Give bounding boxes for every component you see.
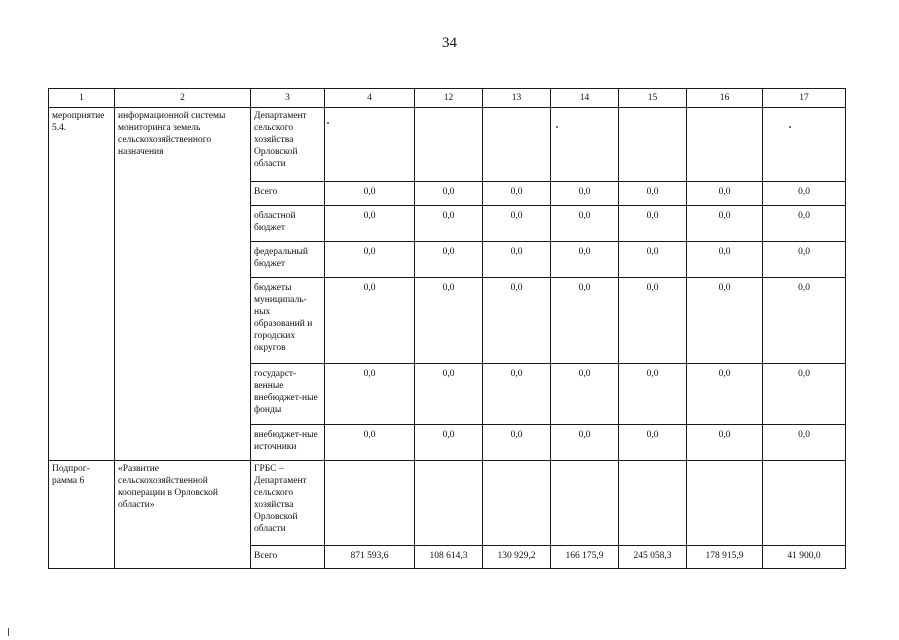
value-cell: 0,0 (687, 182, 763, 206)
executor-cell: Департамент сельского хозяйства Орловской области (251, 108, 325, 182)
scan-speck (327, 122, 329, 124)
header-cell: 3 (251, 89, 325, 108)
value-cell: 0,0 (551, 425, 619, 461)
value-cell: 108 614,3 (415, 546, 483, 569)
budget-table (48, 88, 846, 569)
header-cell: 2 (115, 89, 251, 108)
subprogram-name-cell: «Развитие сельскохозяйственной кооперации в Орловской области» (115, 461, 251, 569)
value-cell: 0,0 (415, 278, 483, 364)
table-header-row (49, 89, 846, 108)
value-cell: 0,0 (687, 278, 763, 364)
table-row (49, 461, 846, 546)
value-cell: 0,0 (687, 364, 763, 425)
value-cell: 0,0 (483, 206, 551, 242)
value-cell: 0,0 (619, 364, 687, 425)
funding-source-cell: внебюджет-ные источники (251, 425, 325, 461)
value-cell: 0,0 (325, 242, 415, 278)
value-cell: 0,0 (763, 182, 846, 206)
value-cell: 41 900,0 (763, 546, 846, 569)
value-cell: 0,0 (415, 206, 483, 242)
value-cell: 0,0 (415, 242, 483, 278)
value-cell: 245 058,3 (619, 546, 687, 569)
value-cell: 0,0 (325, 278, 415, 364)
scan-speck (556, 126, 558, 128)
value-cell: 0,0 (619, 242, 687, 278)
value-cell: 0,0 (325, 425, 415, 461)
funding-source-cell: государст-венные внебюджет-ные фонды (251, 364, 325, 425)
value-cell: 0,0 (763, 278, 846, 364)
table-row (49, 108, 846, 182)
value-cell: 0,0 (619, 182, 687, 206)
header-cell: 15 (619, 89, 687, 108)
value-cell: 0,0 (763, 425, 846, 461)
value-cell: 0,0 (619, 425, 687, 461)
value-cell: 0,0 (687, 425, 763, 461)
value-cell: 0,0 (763, 206, 846, 242)
value-cell: 0,0 (551, 278, 619, 364)
value-cell: 0,0 (619, 278, 687, 364)
funding-source-cell: бюджеты муниципаль-ных образований и городских округов (251, 278, 325, 364)
value-cell: 0,0 (483, 242, 551, 278)
header-cell: 12 (415, 89, 483, 108)
activity-name-cell: информационной системы мониторинга земель сельскохозяйственного назначения (115, 108, 251, 461)
header-cell: 17 (763, 89, 846, 108)
value-cell: 0,0 (325, 364, 415, 425)
value-cell: 0,0 (483, 425, 551, 461)
value-cell: 0,0 (415, 364, 483, 425)
value-cell: 0,0 (551, 242, 619, 278)
header-cell: 1 (49, 89, 115, 108)
value-cell: 871 593,6 (325, 546, 415, 569)
value-cell: 0,0 (483, 364, 551, 425)
scan-speck (789, 126, 791, 128)
header-cell: 4 (325, 89, 415, 108)
value-cell: 166 175,9 (551, 546, 619, 569)
value-cell: 0,0 (415, 182, 483, 206)
funding-source-cell: федеральный бюджет (251, 242, 325, 278)
value-cell: 178 915,9 (687, 546, 763, 569)
header-cell: 13 (483, 89, 551, 108)
value-cell: 0,0 (763, 242, 846, 278)
executor-cell: ГРБС – Департамент сельского хозяйства Орловской области (251, 461, 325, 546)
value-cell: 0,0 (483, 278, 551, 364)
value-cell: 0,0 (551, 182, 619, 206)
header-cell: 14 (551, 89, 619, 108)
page-number: 34 (442, 35, 457, 51)
value-cell: 0,0 (483, 182, 551, 206)
value-cell: 0,0 (763, 364, 846, 425)
value-cell: 0,0 (687, 206, 763, 242)
value-cell: 130 929,2 (483, 546, 551, 569)
scan-speck (8, 628, 9, 636)
activity-number-cell: мероприятие 5.4. (49, 108, 115, 461)
value-cell: 0,0 (551, 364, 619, 425)
header-cell: 16 (687, 89, 763, 108)
value-cell: 0,0 (325, 206, 415, 242)
funding-source-cell: Всего (251, 546, 325, 569)
subprogram-number-cell: Подпрог-рамма 6 (49, 461, 115, 569)
funding-source-cell: областной бюджет (251, 206, 325, 242)
value-cell: 0,0 (415, 425, 483, 461)
value-cell: 0,0 (551, 206, 619, 242)
value-cell: 0,0 (325, 182, 415, 206)
value-cell: 0,0 (687, 242, 763, 278)
value-cell: 0,0 (619, 206, 687, 242)
funding-source-cell: Всего (251, 182, 325, 206)
